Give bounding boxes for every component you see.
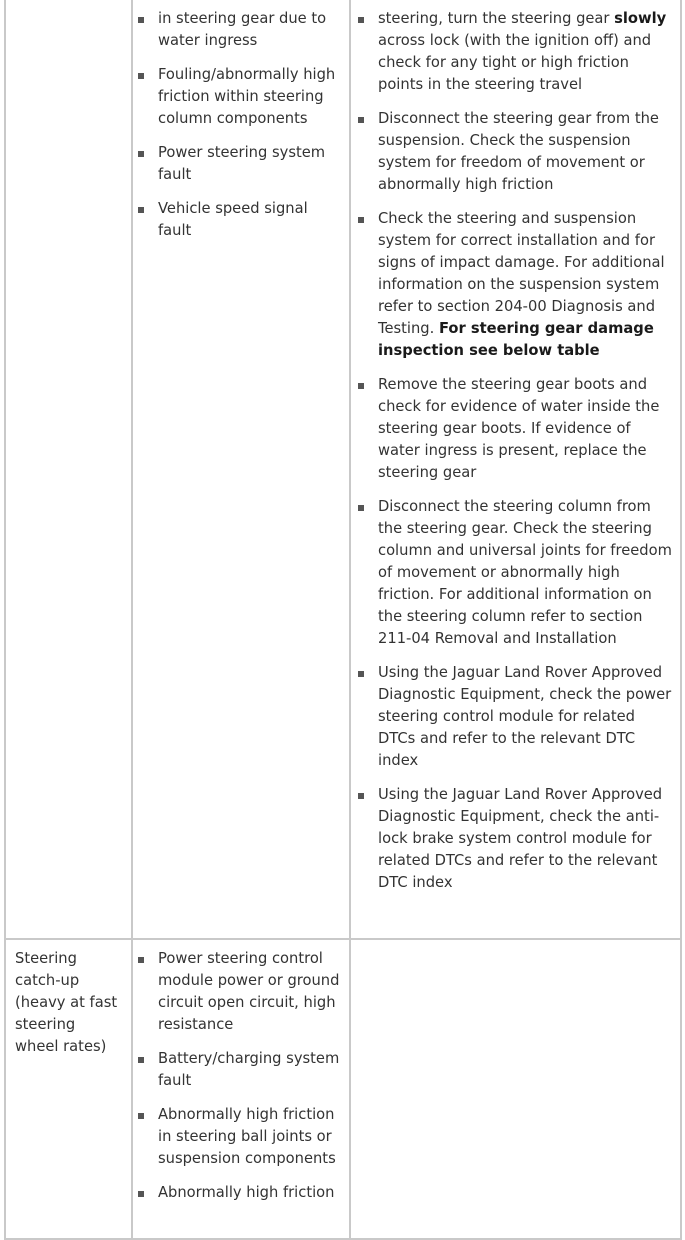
bullet-icon <box>138 73 144 79</box>
actions-cell <box>350 939 681 1239</box>
table-row <box>5 939 681 1239</box>
bullet-icon <box>358 383 364 389</box>
bullet-icon <box>358 17 364 23</box>
list-item: Disconnect the steering column from the steering gear. Check the steering column and universal joints for freedom of movement or abnormally high friction. For additional information on the steering column refer to section 211-04 Removal and Installation <box>358 496 672 650</box>
bullet-icon <box>358 793 364 799</box>
list-item: Remove the steering gear boots and check for evidence of water inside the steering gear boots. If evidence of water ingress is present, replace the steering gear <box>358 374 672 484</box>
list-item: Vehicle speed signal fault <box>138 198 341 242</box>
causes-cell <box>132 939 350 1239</box>
bullet-icon <box>358 117 364 123</box>
causes-list <box>138 8 341 242</box>
list-item: Abnormally high friction in steering ball joints or suspension components <box>138 1104 341 1170</box>
bullet-icon <box>138 207 144 213</box>
bullet-icon <box>138 1057 144 1063</box>
bullet-icon <box>138 151 144 157</box>
actions-list <box>358 8 672 894</box>
causes-cell <box>132 0 350 939</box>
bullet-icon <box>358 505 364 511</box>
list-item: Abnormally high friction <box>138 1182 341 1204</box>
bullet-icon <box>138 1191 144 1197</box>
list-item: Fouling/abnormally high friction within steering column components <box>138 64 341 130</box>
symptom-cell <box>5 939 132 1239</box>
list-item: Using the Jaguar Land Rover Approved Diagnostic Equipment, check the anti-lock brake system control module for related DTCs and refer to the relevant DTC index <box>358 784 672 894</box>
causes-list <box>138 948 341 1204</box>
list-item: Power steering control module power or ground circuit open circuit, high resistance <box>138 948 341 1036</box>
table-row <box>5 0 681 939</box>
list-item: steering, turn the steering gear slowly across lock (with the ignition off) and check for any tight or high friction points in the steering travel <box>358 8 672 96</box>
list-item: Check the steering and suspension system for correct installation and for signs of impact damage. For additional information on the suspension system refer to section 204-00 Diagnosis and Testing. For steering gear damage inspection see below table <box>358 208 672 362</box>
list-item: Using the Jaguar Land Rover Approved Diagnostic Equipment, check the power steering control module for related DTCs and refer to the relevant DTC index <box>358 662 672 772</box>
list-item: in steering gear due to water ingress <box>138 8 341 52</box>
symptom-text: Steering catch-up (heavy at fast steering wheel rates) <box>15 950 118 1055</box>
bullet-icon <box>138 1113 144 1119</box>
bullet-icon <box>358 217 364 223</box>
list-item: Disconnect the steering gear from the suspension. Check the suspension system for freedom of movement or abnormally high friction <box>358 108 672 196</box>
actions-cell <box>350 0 681 939</box>
diagnostic-table <box>4 0 682 1240</box>
list-item: Battery/charging system fault <box>138 1048 341 1092</box>
bullet-icon <box>358 671 364 677</box>
bullet-icon <box>138 957 144 963</box>
symptom-text <box>6 0 131 8</box>
list-item: Power steering system fault <box>138 142 341 186</box>
symptom-cell <box>5 0 132 939</box>
bullet-icon <box>138 17 144 23</box>
